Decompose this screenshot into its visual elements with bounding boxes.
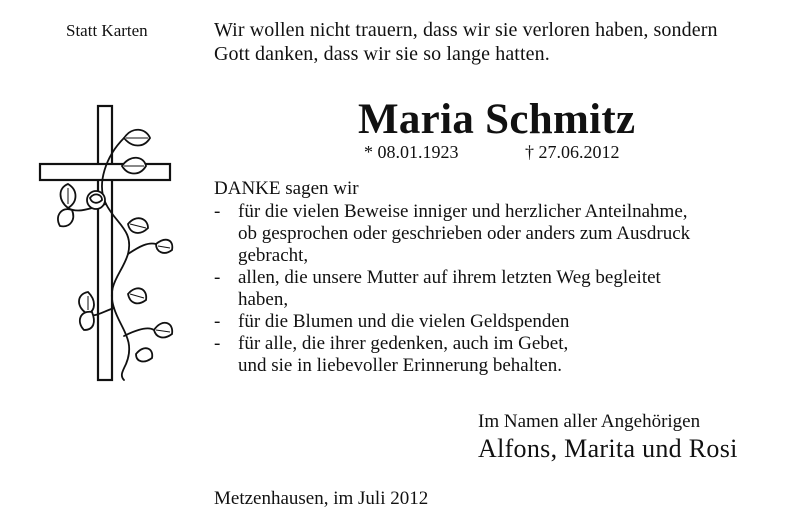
motto-line: Gott danken, dass wir sie so lange hatten. <box>214 43 550 65</box>
list-dash: - <box>214 201 221 222</box>
list-item <box>214 201 690 267</box>
list-line: und sie in liebevoller Erinnerung behalten. <box>238 355 562 376</box>
list-item <box>214 333 690 377</box>
list-dash: - <box>214 333 221 354</box>
list-line: ob gesprochen oder geschrieben oder anders zum Ausdruck <box>238 223 691 244</box>
list-line: für die vielen Beweise inniger und herzlicher Anteilnahme, <box>238 201 688 222</box>
list-item <box>214 311 690 333</box>
list-line: für alle, die ihrer gedenken, auch im Gebet, <box>238 333 569 354</box>
list-dash: - <box>214 311 221 332</box>
motto-quote <box>214 18 794 66</box>
place-date: Metzenhausen, im Juli 2012 <box>214 488 429 509</box>
list-line: gebracht, <box>238 245 309 266</box>
deceased-name: Maria Schmitz <box>358 96 636 143</box>
birth-date: * 08.01.1923 <box>364 142 459 162</box>
cross-with-rose-icon <box>36 104 176 384</box>
thanks-list <box>214 201 690 377</box>
list-line: für die Blumen und die vielen Geldspenden <box>238 311 570 332</box>
statt-karten-label: Statt Karten <box>66 21 148 40</box>
list-line: allen, die unsere Mutter auf ihrem letzten Weg begleitet <box>238 267 661 288</box>
signature-names: Alfons, Marita und Rosi <box>478 434 738 463</box>
thanks-intro: DANKE sagen wir <box>214 178 359 199</box>
signature-intro: Im Namen aller Angehörigen <box>478 411 701 432</box>
list-item <box>214 267 690 311</box>
motto-line: Wir wollen nicht trauern, dass wir sie verloren haben, sondern <box>214 19 718 41</box>
list-line: haben, <box>238 289 289 310</box>
death-date: † 27.06.2012 <box>525 142 620 162</box>
list-dash: - <box>214 267 221 288</box>
